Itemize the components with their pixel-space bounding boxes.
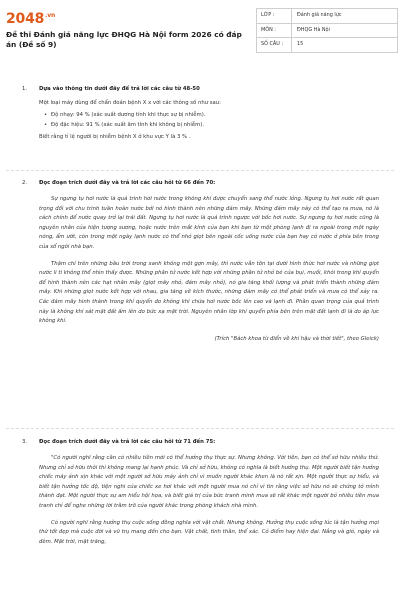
info-row-count xyxy=(257,38,397,52)
info-value: ĐHQG Hà Nội xyxy=(297,26,330,33)
question-heading: Dựa vào thông tin dưới đây để trả lời các câu từ 48-50 xyxy=(39,86,200,92)
exam-info-table xyxy=(256,8,398,53)
question-divider xyxy=(6,428,394,429)
info-row-subject xyxy=(257,24,397,39)
info-label: LỚP : xyxy=(257,9,292,23)
passage-paragraph: Thậm chí trên những bầu trời trong xanh không một gợn mây, thì nước vẫn tồn tại dưới hình thức hơi nước và những giọt nước li ti không thể nhìn thấy được. Những phân tử nước kết hợp với những phần tử nhỏ bé của bụi, muối, khói trong khí quyển để hình thành nên các hạt nhân mây (giọt mây nhỏ, đám mây nhỏ), nó gia tăng khối lượng và phát triển thành những đám mây. Khi những giọt nước kết hợp với nhau, gia tăng về kích thước, những đám mây có thể phát triển và mưa có thể xảy ra. Các đám mây hình thành trong khí quyển do không khí chứa hơi nước bốc lên cao và lạnh đi. Phần quan trọng của quá trình này là không khí sát mặt đất ấm lên do bức xạ mặt trời. Nguyên nhân lớp khí quyển phía bên trên mặt đất lạnh đi là do áp lực không khí. xyxy=(39,260,379,325)
info-value: 15 xyxy=(297,41,304,47)
site-logo[interactable] xyxy=(6,11,55,27)
question-number: 3. xyxy=(22,439,28,445)
logo-text: 2048 xyxy=(6,11,45,27)
page-title: Đề thi Đánh giá năng lực ĐHQG Hà Nội form 2026 có đáp án (Đề số 9) xyxy=(6,30,242,49)
passage-paragraph: Có người nghĩ rằng hưởng thụ cuộc sống đồng nghĩa với vật chất. Nhưng không. Hưởng thụ cuộc sống lúc là tận hưởng mọi thứ tốt đẹp mà cuộc đời và vũ trụ mang đến cho bạn. Vật chất, tinh thần, thể xác. Cỏ điểm hay hiện đại. Nắng và gió, ngày và đêm. Mặt trời, mặt trăng, xyxy=(39,519,379,545)
spec-item: • Độ nhạy: 94 % (xác suất dương tính khi thực sự bị nhiễm). xyxy=(51,110,379,120)
passage xyxy=(39,454,379,547)
question-intro: Một loại máy dùng để chẩn đoán bệnh X x với các thông số như sau: xyxy=(39,100,221,106)
question-divider xyxy=(6,170,394,171)
logo-suffix: .vn xyxy=(45,12,56,20)
info-row-class xyxy=(257,9,397,24)
question-body xyxy=(39,84,379,142)
spec-item: • Độ đặc hiệu: 91 % (xác suất âm tính khi không bị nhiễm). xyxy=(51,120,379,130)
info-value: Đánh giá năng lực xyxy=(297,12,342,18)
info-label: MÔN : xyxy=(257,24,292,38)
passage-paragraph: "Có người nghĩ rằng cần có nhiều tiền mới có thể hưởng thụ thực sự. Nhưng không. Với tiền, bạn có thể sở hữu nhiều thứ. Nhưng chỉ sở hữu thôi thì không mang lại hạnh phúc. Và chỉ sở hữu, không có nghĩa là biết hưởng thụ. Một người biết tận hưởng chiếc máy ảnh xịn khác với một người sở hữu máy ảnh chỉ vì muốn người khác khen là nó rất xịn. Một người thực sự hiểu, và biết tận hưởng tốc độ, tiện nghi của chiếc xe hơi khác với một người mua nó chỉ vì tin rằng việc sở hữu nó sẽ chứng tỏ mình thành đạt. Một người thực sự am hiểu hội họa, và biết giá trị của bức tranh mình mua sẽ rất khác một người bỏ nhiều tiền mua tranh chỉ để nghe những lời trầm trồ của người khác trong phòng khách nhà mình. xyxy=(39,455,379,509)
passage-paragraph: Sự ngưng tụ hơi nước là quá trình hơi nước trong không khí được chuyển sang thể nước lỏng. Ngưng tụ hơi nước rất quan trọng đối với chu trình tuần hoàn nước bởi nó hình thành nên những đám mây. Những đám mây này có thể tạo ra mưa, nó là cách chính để nước quay trở lại trái đất. Ngưng tụ hơi nước là quá trình ngược với bốc hơi nước. Sự ngưng tụ hơi nước cũng là nguyên nhân của hiện tượng sương, hoặc nước trên mắt kính của bạn khi bạn từ một phòng lạnh đi ra ngoài trong một ngày nóng, ẩm ướt, còn trong một ngày lạnh nước có thể nhỏ giọt bên ngoài cốc uống nước của bạn hay có nước ở phía bên trong của sổ ngôi nhà bạn. xyxy=(39,196,379,250)
passage-citation: (Trích "Bách khoa từ điển về khí hậu và thời tiết", theo Gleick) xyxy=(214,335,379,342)
question-body xyxy=(39,178,379,344)
question-heading: Đọc đoạn trích dưới đây và trả lời các câu hỏi từ 66 đến 70: xyxy=(39,180,216,186)
spec-list xyxy=(39,110,379,130)
question-number: 2. xyxy=(22,180,28,186)
question-1 xyxy=(22,84,392,174)
passage xyxy=(39,195,379,344)
info-label: SỐ CÂU : xyxy=(257,38,292,52)
question-heading: Đọc đoạn trích dưới đây và trả lời các câu hỏi từ 71 đến 75: xyxy=(39,439,216,445)
question-number: 1. xyxy=(22,86,28,92)
question-outro: Biết rằng tỉ lệ người bị nhiễm bệnh X ở khu vực Y là 3 % . xyxy=(39,134,191,140)
question-content xyxy=(39,98,379,142)
question-body xyxy=(39,437,379,554)
document-header xyxy=(6,6,394,62)
